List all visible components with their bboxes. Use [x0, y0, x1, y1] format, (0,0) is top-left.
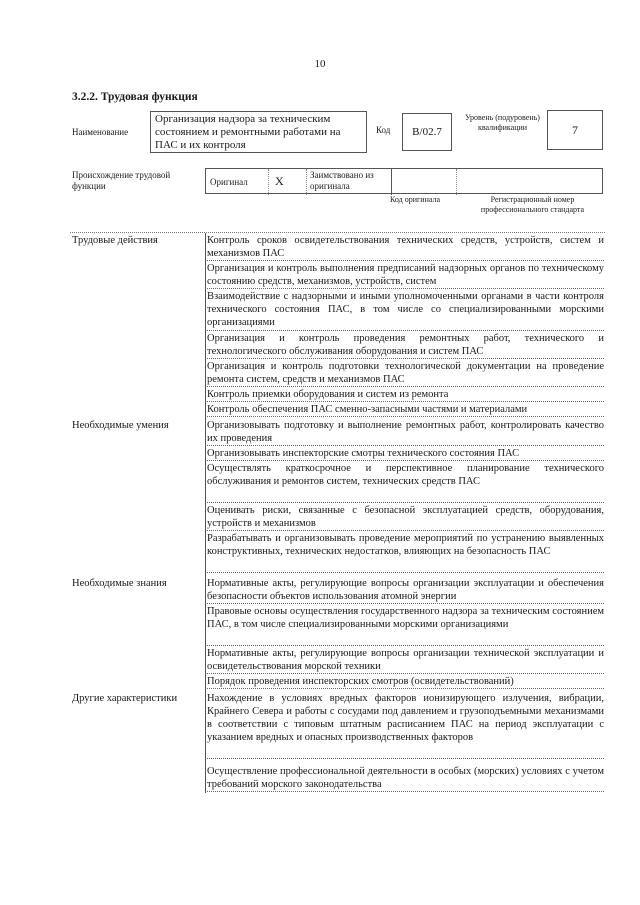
list-item: Осуществление профессиональной деятельности в особых (морских) условиях с учетом требований морского законодательства	[207, 766, 604, 790]
page-number: 10	[314, 58, 326, 70]
list-item: Порядок проведения инспекторских смотров (освидетельствований)	[207, 675, 604, 689]
original-mark: X	[275, 174, 284, 188]
borrowed-label: Заимствовано из оригинала	[310, 170, 374, 191]
list-item: Нормативные акты, регулирующие вопросы организации эксплуатации и обеспечения безопасности объектов использования атомной энергии	[207, 578, 604, 602]
list-item: Взаимодействие с надзорными и иными уполномоченными органами в части контроля технического состояния ПАС, в том числе со специализированными морскими организациями	[207, 290, 604, 331]
row-label: Необходимые знания	[72, 578, 167, 589]
name-label: Наименование	[72, 127, 129, 137]
level-label: Уровень (подуровень) квалификации	[465, 113, 540, 132]
code-caption: Код оригинала	[389, 195, 441, 204]
level-value-box: 7	[547, 110, 603, 150]
list-item: Организовывать инспекторские смотры технического состояния ПАС	[207, 447, 604, 461]
list-item: Организация и контроль проведения ремонтных работ, технического и технологического обслуживания оборудования и систем ПАС	[207, 333, 604, 357]
list-item: Правовые основы осуществления государственного надзора за техническим состоянием ПАС, в том числе специализированными морскими организациями	[207, 605, 604, 646]
origin-divider	[456, 169, 457, 195]
list-item: Организация и контроль выполнения предписаний надзорных органов по техническому состоянию средств, механизмов, устройств, систем	[207, 263, 604, 287]
list-item: Осуществлять краткосрочное и перспективное планирование технического обслуживания и ремонтов систем, технических средств ПАС	[207, 462, 604, 503]
row-label: Другие характеристики	[72, 693, 178, 704]
list-item: Организация и контроль подготовки технологической документации на проведение ремонта систем, средств и механизмов ПАС	[207, 361, 604, 385]
row-label: Необходимые умения	[72, 420, 169, 431]
list-item: Оценивать риски, связанные с безопасной эксплуатацией средств, оборудования, устройств и механизмов	[207, 505, 604, 529]
list-item: Контроль приемки оборудования и систем из ремонта	[207, 388, 604, 402]
list-item: Контроль обеспечения ПАС сменно-запасными частями и материалами	[207, 403, 604, 417]
column-divider	[205, 233, 206, 793]
reg-caption: Регистрационный номер профессионального стандарта	[480, 195, 585, 214]
origin-divider	[306, 169, 307, 195]
function-name-box: Организация надзора за техническим состоянием и ремонтными работами на ПАС и их контроля	[150, 111, 367, 153]
list-item: Контроль сроков освидетельствования технических средств, устройств, систем и механизмов ПАС	[207, 235, 604, 259]
section-title: 3.2.2. Трудовая функция	[72, 91, 198, 103]
origin-label: Происхождение трудовой функции	[72, 170, 171, 191]
origin-divider	[268, 169, 269, 195]
table-top-rule	[70, 232, 605, 233]
list-item: Организовывать подготовку и выполнение ремонтных работ, контролировать качество их проведения	[207, 420, 604, 444]
list-item: Нахождение в условиях вредных факторов ионизирующего излучения, вибрации, Крайнего Севера и работы с сосудами под давлением и грузоподъемными механизмами в соответствии с типовым штатным расписанием ПАС на период эксплуатации с указанием вредных и опасных производственных факторов	[207, 692, 604, 759]
code-value-box: B/02.7	[402, 113, 452, 151]
origin-divider	[391, 169, 392, 195]
original-label: Оригинал	[210, 177, 248, 187]
code-label: Код	[376, 125, 391, 135]
row-label: Трудовые действия	[72, 235, 158, 246]
list-item: Нормативные акты, регулирующие вопросы организации технической эксплуатации и освидетельствования морской техники	[207, 648, 604, 672]
list-item: Разрабатывать и организовывать проведение мероприятий по устранению выявленных конструктивных, технических недостатков, влияющих на безопасность ПАС	[207, 532, 604, 573]
origin-table	[205, 168, 603, 194]
